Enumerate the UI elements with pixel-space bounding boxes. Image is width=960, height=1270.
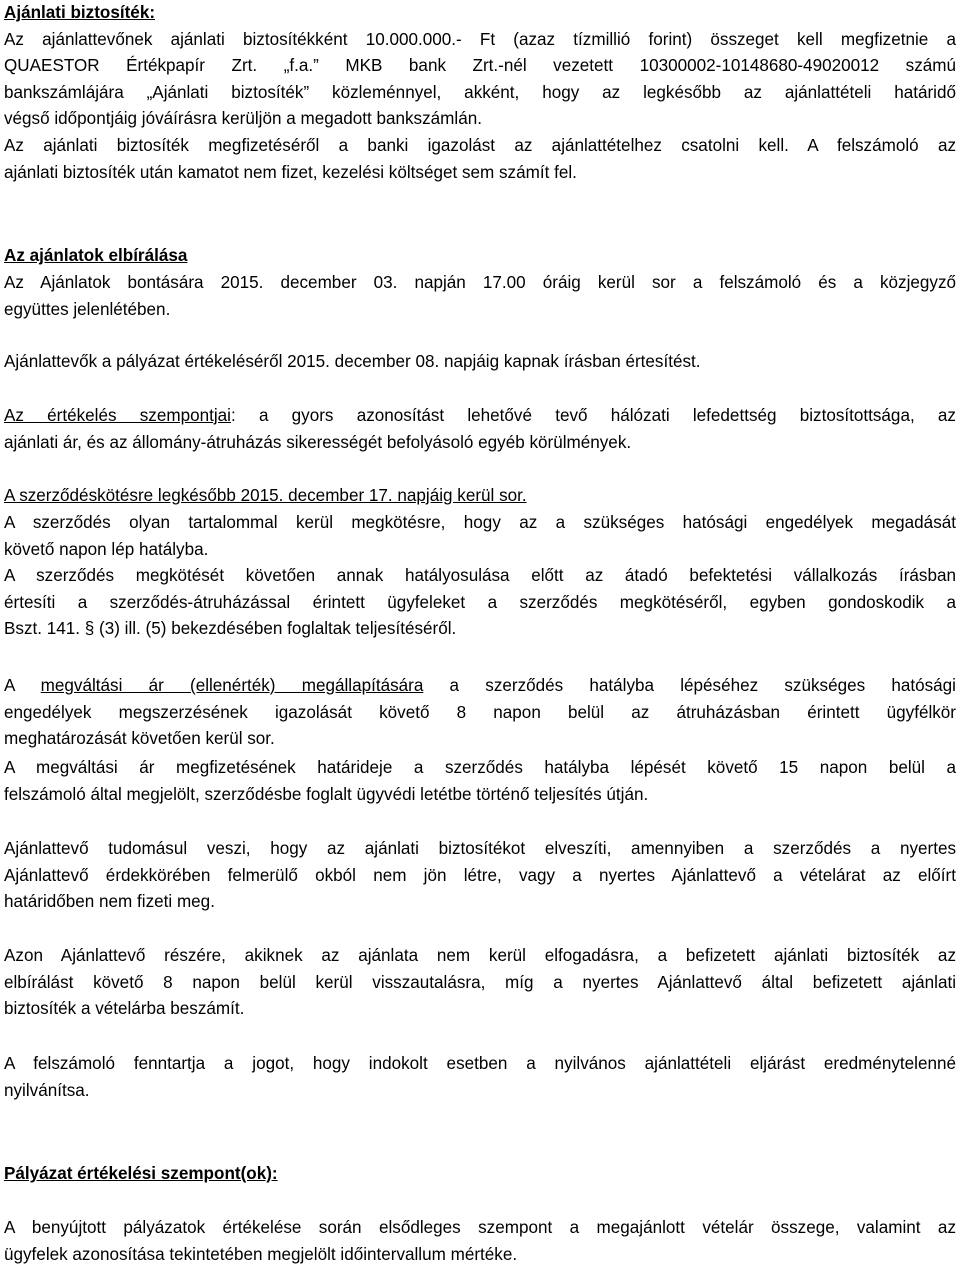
text-line: Bszt. 141. § (3) ill. (5) bekezdésében foglaltak teljesítéséről. xyxy=(4,619,457,639)
text-line: Ajánlattevő érdekkörében felmerülő okból nem jön létre, vagy a nyertes Ajánlattevő a vételárat az előírt xyxy=(4,865,956,885)
text-line: A szerződéskötésre legkésőbb 2015. december 17. napjáig kerül sor. xyxy=(4,486,527,505)
text-line: QUAESTOR Értékpapír Zrt. „f.a.” MKB bank Zrt.-nél vezetett 10300002-10148680-49020012 számú xyxy=(4,56,956,76)
text-line: együttes jelenlétében. xyxy=(4,299,171,319)
text-line: felszámoló által megjelölt, szerződésbe foglalt ügyvédi letétbe történő teljesítés útján. xyxy=(4,784,649,804)
text-line: Azon Ajánlattevő részére, akiknek az ajánlata nem kerül elfogadásra, a befizetett ajánlati biztosíték az xyxy=(4,946,956,965)
paragraph-szempont-1 xyxy=(4,1215,956,1268)
paragraph-elbiralas-1 xyxy=(4,270,956,323)
text-line: Az Ajánlatok bontására 2015. december 03. napján 17.00 óráig kerül sor a felszámoló és a közjegyző xyxy=(4,273,956,292)
paragraph-elbiralas-2 xyxy=(4,349,956,376)
paragraph-eredmenytelen xyxy=(4,1051,956,1104)
text-line: Az ajánlati biztosíték megfizetéséről a banki igazolást az ajánlattételhez csatolni kell. A felszámoló az xyxy=(4,136,956,155)
paragraph-megfizetes-hatarido xyxy=(4,755,956,808)
text-line: A szerződés olyan tartalommal kerül megkötésre, hogy az a szükséges hatósági engedélyek megadását xyxy=(4,513,956,532)
text-line: végső időpontjáig jóváírásra kerüljön a megadott bankszámlán. xyxy=(4,109,482,129)
paragraph-szerzodes-megkotes xyxy=(4,563,956,643)
paragraph-visszautalas xyxy=(4,943,956,1023)
text-line: ügyfelek azonosítása tekintetében megjelölt időintervallum mértéke. xyxy=(4,1244,518,1264)
text-line: A benyújtott pályázatok értékelése során elsődleges szempont a megajánlott vételár összege, valamint az xyxy=(4,1218,956,1237)
text-line: engedélyek megszerzésének igazolását követő 8 napon belül az átruházásban érintett ügyfélkör xyxy=(4,702,956,722)
paragraph-biztositek-1 xyxy=(4,27,956,133)
paragraph-biztositek-elveszites xyxy=(4,836,956,916)
section-title-elbiralas xyxy=(4,243,956,270)
text-line: Ajánlattevő tudomásul veszi, hogy az ajánlati biztosítékot elveszíti, amennyiben a szerződés a nyertes xyxy=(4,839,956,858)
paragraph-megvaltasi-ar xyxy=(4,673,956,753)
text-line: A szerződés megkötését követően annak hatályosulása előtt az átadó befektetési vállalkozás írásban xyxy=(4,566,956,585)
text-line: határidőben nem fizeti meg. xyxy=(4,892,215,912)
section-title-szempontok xyxy=(4,1161,956,1188)
section-title: Pályázat értékelési szempont(ok): xyxy=(4,1164,278,1183)
paragraph-szerzodes-hatalyba xyxy=(4,510,956,563)
text-line: A megváltási ár megfizetésének határideje a szerződés hatályba lépését követő 15 napon belül a xyxy=(4,758,956,777)
paragraph-ertekeles-szempontjai xyxy=(4,403,956,456)
text-line: ajánlati ár, és az állomány-átruházás sikerességét befolyásoló egyéb körülmények. xyxy=(4,432,632,452)
text-line: elbírálást követő 8 napon belül kerül visszautalásra, míg a nyertes Ajánlattevő által befizetett ajánlati xyxy=(4,972,956,992)
text-line xyxy=(4,673,956,700)
section-title-ajanlati-biztositek xyxy=(4,0,956,27)
section-title: Az ajánlatok elbírálása xyxy=(4,246,188,265)
text-line: Ajánlattevők a pályázat értékeléséről 2015. december 08. napjáig kapnak írásban értesítést. xyxy=(4,352,701,371)
paragraph-biztositek-2 xyxy=(4,133,956,186)
text-line: értesíti a szerződés-átruházással érintett ügyfeleket a szerződés megkötéséről, egyben gondoskodik a xyxy=(4,592,956,612)
text-line: meghatározását követően kerül sor. xyxy=(4,729,275,749)
paragraph-szerzodeskotes xyxy=(4,483,956,510)
text-fragment: : a gyors azonosítást lehetővé tevő hálózati lefedettség biztosítottsága, az xyxy=(230,406,956,425)
text-line xyxy=(4,403,956,430)
section-title: Ajánlati biztosíték: xyxy=(4,3,156,22)
underlined-phrase: Az értékelés szempontjai xyxy=(4,406,231,425)
text-line: ajánlati biztosíték után kamatot nem fizet, kezelési költséget sem számít fel. xyxy=(4,162,577,182)
underlined-phrase: megváltási ár (ellenérték) megállapítására xyxy=(40,676,424,695)
text-fragment: a szerződés hatályba lépéséhez szükséges hatósági xyxy=(423,676,956,695)
text-line: nyilvánítsa. xyxy=(4,1080,90,1100)
text-line: követő napon lép hatályba. xyxy=(4,539,209,559)
text-line: biztosíték a vételárba beszámít. xyxy=(4,999,245,1019)
text-fragment: A xyxy=(4,676,41,695)
text-line: bankszámlájára „Ajánlati biztosíték” közleménnyel, akként, hogy az legkésőbb az ajánlattételi határidő xyxy=(4,82,956,102)
text-line: A felszámoló fenntartja a jogot, hogy indokolt esetben a nyilvános ajánlattételi eljárást eredménytelenné xyxy=(4,1054,956,1073)
text-line: Az ajánlattevőnek ajánlati biztosítékként 10.000.000.- Ft (azaz tízmillió forint) összeget kell megfizetnie a xyxy=(4,29,956,49)
